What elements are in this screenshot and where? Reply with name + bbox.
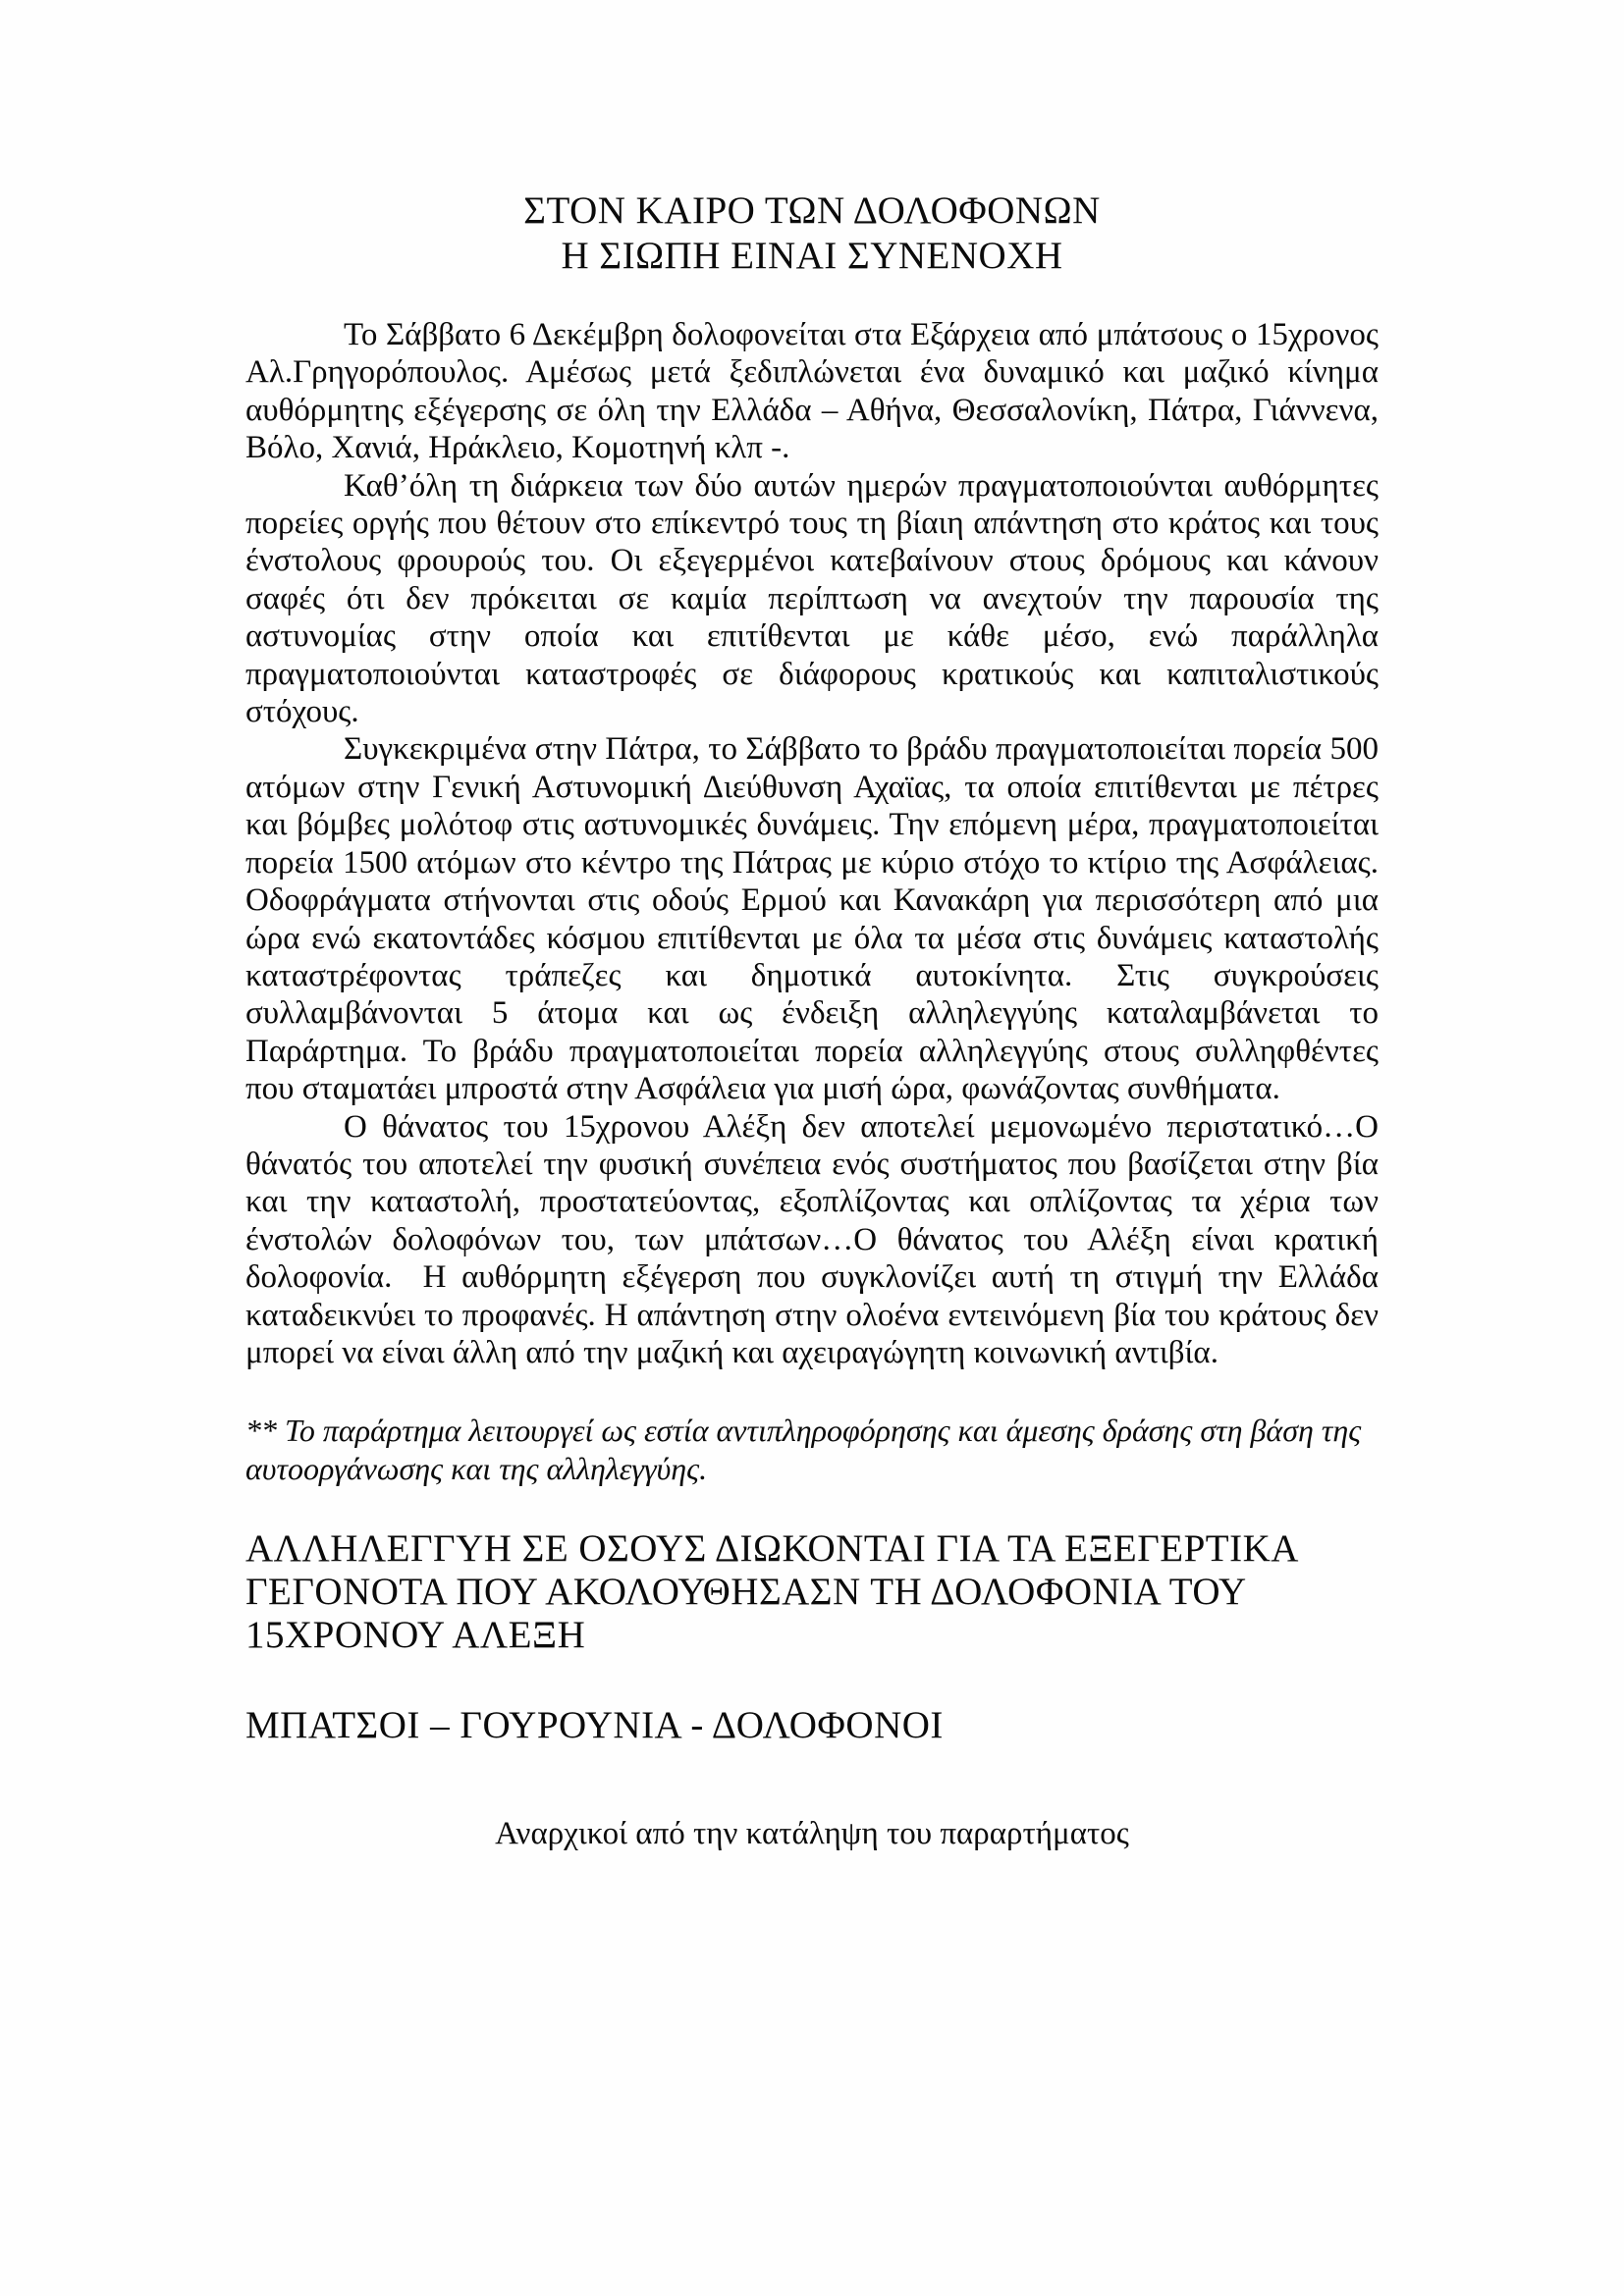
paragraph-protests: Καθ’όλη τη διάρκεια των δύο αυτών ημερών πραγματοποιούνται αυθόρμητες πορείες οργής που θέτουν στο επίκεντρό τους τη βίαιη απάντηση στο κράτος και τους ένστολους φρουρούς του. Οι εξεγερμένοι κατεβαίνουν στους δρόμους και κάνουν σαφές ότι δεν πρόκειται σε καμία περίπτωση να ανεχτούν την παρουσία της αστυνομίας στην οποία και επιτίθενται με κάθε μέσο, ενώ παράλληλα πραγματοποιούνται καταστροφές σε διάφορους κρατικούς και καπιταλιστικούς στόχους. [245,467,1379,730]
body-text-block [245,316,1379,1371]
paragraph-conclusion: Ο θάνατος του 15χρονου Αλέξη δεν αποτελεί μεμονωμένο περιστατικό…Ο θάνατός του αποτελεί την φυσική συνέπεια ενός συστήματος που βασίζεται στην βία και την καταστολή, προστατεύοντας, εξοπλίζοντας και οπλίζοντας τα χέρια των ένστολών δολοφόνων του, των μπάτσων…Ο θάνατος του Αλέξη είναι κρατική δολοφονία. Η αυθόρμητη εξέγερση που συγκλονίζει αυτή τη στιγμή την Ελλάδα καταδεικνύει το προφανές. Η απάντηση στην ολοένα εντεινόμενη βία του κράτους δεν μπορεί να είναι άλλη από την μαζική και αχειραγώγητη κοινωνική αντιβία. [245,1108,1379,1370]
document-title [245,188,1379,279]
title-line-1: ΣΤΟΝ ΚΑΙΡΟ ΤΩΝ ΔΟΛΟΦΟΝΩΝ [523,189,1101,232]
paragraph-shooting: Το Σάββατο 6 Δεκέμβρη δολοφονείται στα Εξάρχεια από μπάτσους ο 15χρονος Αλ.Γρηγορόπουλος. Αμέσως μετά ξεδιπλώνεται ένα δυναμικό και μαζικό κίνημα αυθόρμητης εξέγερσης σε όλη την Ελλάδα – Αθήνα, Θεσσαλονίκη, Πάτρα, Γιάννενα, Βόλο, Χανιά, Ηράκλειο, Κομοτηνή κλπ -. [245,317,1379,466]
solidarity-heading-line-3: 15ΧΡΟΝΟΥ ΑΛΕΞΗ [245,1614,586,1656]
signature-line: Αναρχικοί από την κατάληψη του παραρτήματος [495,1816,1129,1851]
paragraph-patras-events: Συγκεκριμένα στην Πάτρα, το Σάββατο το βράδυ πραγματοποιείται πορεία 500 ατόμων στην Γενική Αστυνομική Διεύθυνση Αχαϊας, τα οποία επιτίθενται με πέτρες και βόμβες μολότοφ στις αστυνομικές δυνάμεις. Την επόμενη μέρα, πραγματοποιείται πορεία 1500 ατόμων στο κέντρο της Πάτρας με κύριο στόχο το κτίριο της Ασφάλειας. Οδοφράγματα στήνονται στις οδούς Ερμού και Κανακάρη για περισσότερη από μια ώρα ενώ εκατοντάδες κόσμου επιτίθενται με όλα τα μέσα στις δυνάμεις καταστολής καταστρέφοντας τράπεζες και δημοτικά αυτοκίνητα. Στις συγκρούσεις συλλαμβάνονται 5 άτομα και ως ένδειξη αλληλεγγύης καταλαμβάνεται το Παράρτημα. Το βράδυ πραγματοποιείται πορεία αλληλεγγύης στους συλληφθέντες που σταματάει μπροστά στην Ασφάλεια για μισή ώρα, φωνάζοντας συνθήματα. [245,731,1379,1107]
footnote-annex-note: ** Το παράρτημα λειτουργεί ως εστία αντιπληροφόρησης και άμεσης δράσης στη βάση της αυτοοργάνωσης και της αλληλεγγύης. [245,1413,1362,1486]
solidarity-heading-line-1: ΑΛΛΗΛΕΓΓΥΗ ΣΕ ΟΣΟΥΣ ΔΙΩΚΟΝΤΑΙ ΓΙΑ ΤΑ ΕΞΕΓΕΡΤΙΚΑ [245,1527,1299,1570]
title-line-2: Η ΣΙΩΠΗ ΕΙΝΑΙ ΣΥΝΕΝΟΧΗ [561,235,1063,277]
solidarity-heading [245,1527,1483,1657]
slogan-line: ΜΠΑΤΣΟΙ – ΓΟΥΡΟΥΝΙΑ - ΔΟΛΟΦΟΝΟΙ [245,1704,944,1746]
solidarity-heading-line-2: ΓΕΓΟΝΟΤΑ ΠΟΥ ΑΚΟΛΟΥΘΗΣΑΣΝ ΤΗ ΔΟΛΟΦΟΝΙΑ ΤΟΥ [245,1571,1247,1613]
